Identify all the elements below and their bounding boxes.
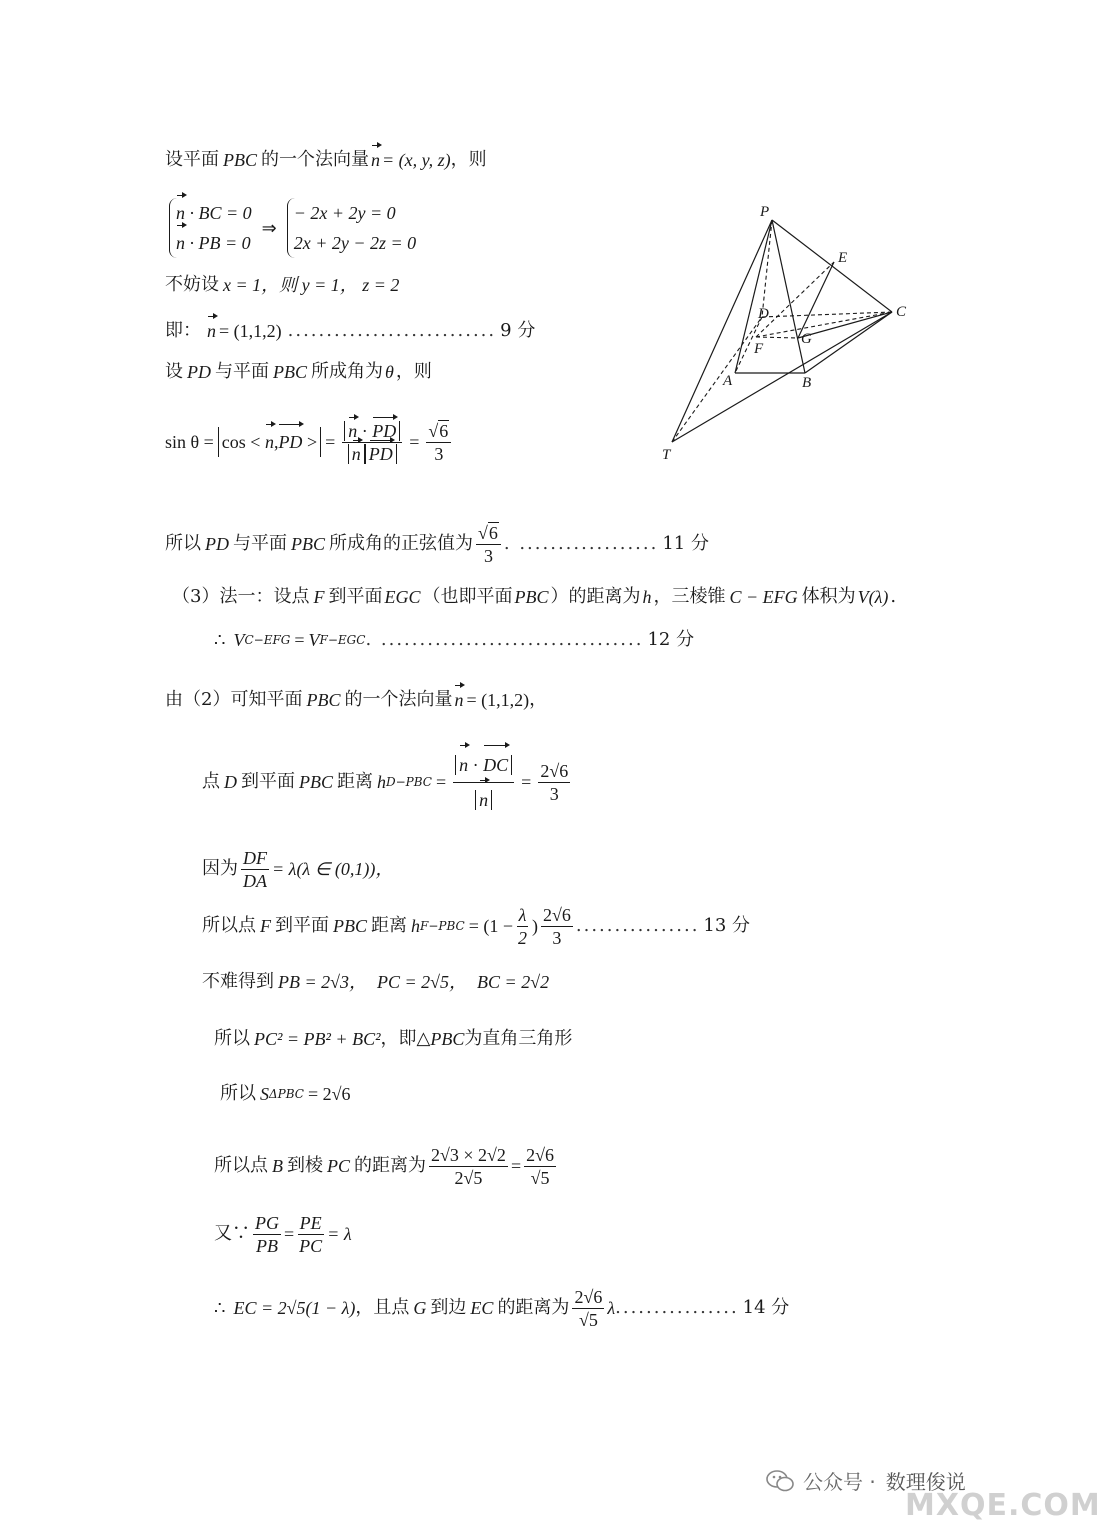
denominator: 3	[549, 783, 559, 804]
radicand: 6	[439, 420, 449, 441]
theta: θ	[385, 362, 394, 382]
length-pb: PB = 2√3，	[278, 972, 368, 992]
text: （也即平面	[422, 586, 513, 607]
vector-pd: PD	[372, 420, 397, 441]
label-e: E	[838, 250, 848, 266]
lambda: λ	[607, 1298, 616, 1318]
edge-bc	[805, 312, 892, 373]
text: 不难得到	[202, 971, 274, 992]
dot-leader: ................	[575, 915, 700, 936]
eq-n-bc: · BC = 0	[189, 203, 252, 223]
text: ，即△	[380, 1028, 431, 1049]
score-label: 11 分	[662, 533, 709, 554]
line-pd: PD	[187, 362, 211, 382]
text: 的一个法向量	[344, 689, 453, 710]
area-value: = 2√6	[307, 1084, 351, 1104]
score-label: 9 分	[500, 320, 536, 341]
edge-pb	[772, 220, 805, 373]
distance-d-to-pbc: 点 D 到平面 PBC 距离 h D−PBC = $\frac{n \cdot DC}{n}$ = $\frac{2√6}{3}$	[202, 744, 573, 820]
label-f: F	[754, 341, 764, 357]
denominator: 2√5	[454, 1167, 483, 1188]
label-b: B	[802, 375, 812, 391]
label-p: P	[760, 204, 770, 220]
cos-fraction: $\frac{n \cdot PD}{\text{n PD}}$	[342, 420, 402, 465]
line-pd: PD	[205, 534, 229, 554]
vector-pd: PD	[278, 427, 302, 457]
vector-n: n	[371, 150, 380, 170]
distance-expression	[429, 1144, 508, 1189]
sin-theta-lhs: sin θ =	[165, 432, 214, 452]
angle-close: >	[306, 432, 318, 452]
distance-result	[538, 760, 570, 805]
account-name: 数理俊说	[885, 1470, 966, 1494]
text: 所成角为	[311, 361, 383, 382]
text: 到平面	[275, 915, 329, 936]
numerator: λ	[518, 904, 527, 925]
close-paren: )	[531, 916, 538, 936]
right-triangle	[214, 1027, 572, 1051]
denominator: √5	[578, 1309, 598, 1330]
plane-pbc: PBC	[333, 916, 367, 936]
text: 又∵	[214, 1223, 250, 1244]
numerator: 2√6	[540, 760, 569, 781]
pg-over-pb	[253, 1212, 281, 1257]
label-a: A	[723, 373, 733, 389]
vector-pd: PD	[368, 443, 393, 464]
text: 设平面	[165, 149, 219, 170]
text: 距离	[337, 771, 373, 792]
cos-label: cos <	[221, 432, 261, 452]
edge-tc	[672, 312, 892, 442]
text: 所以	[214, 1028, 250, 1049]
text: ，三棱锥	[653, 586, 726, 607]
g-distance	[572, 1286, 604, 1331]
h: h	[377, 772, 386, 792]
denominator: 3	[434, 443, 444, 464]
text: 到棱	[287, 1155, 323, 1176]
text: 所以点	[202, 915, 256, 936]
df-over-da	[241, 847, 269, 892]
part3-method1	[172, 585, 896, 609]
volume: V	[233, 630, 245, 650]
dot-leader: ...........................	[287, 320, 497, 341]
plane-pbc: PBC	[306, 690, 341, 710]
vector-n: n	[454, 690, 464, 710]
sine-value-statement	[165, 518, 709, 570]
plane-pbc: PBC	[273, 362, 307, 382]
label-d: D	[758, 306, 769, 322]
denominator: √5	[530, 1167, 550, 1188]
distance-b-to-pc: 所以点 B 到棱 PC 的距离为 $\frac{2√3 \times 2√2}{2√5}$ = $\frac{2√6}{√5}$	[214, 1144, 554, 1188]
text: 所以	[220, 1083, 256, 1104]
equals: =	[294, 630, 305, 650]
wechat-icon	[765, 1468, 795, 1494]
text: 即：	[165, 320, 201, 341]
angle-setup	[165, 360, 432, 384]
ratio-df-da	[202, 843, 393, 895]
site-watermark: MXQE.COM	[905, 1488, 1101, 1523]
text: ）的距离为	[550, 586, 641, 607]
abs-cos: cos < n,PD >	[218, 427, 321, 457]
subscript: ΔPBC	[269, 1087, 304, 1101]
normal-vector-setup	[165, 148, 487, 172]
numerator: 2√6	[542, 904, 571, 925]
lambda-range: = λ(λ ∈ (0,1))，	[272, 859, 394, 879]
score-label: 14 分	[742, 1297, 790, 1318]
sin-result: √ 6 3	[426, 420, 451, 465]
label-t: T	[662, 447, 671, 463]
pythagoras: PC² = PB² + BC²	[254, 1029, 381, 1049]
ratio-pg-pe: 又∵ $\frac{PG}{PB}$ = $\frac{PE}{PC}$ = λ	[214, 1212, 352, 1256]
distance-simplified	[524, 1144, 556, 1189]
eq-2: 2x + 2y − 2z = 0	[293, 233, 417, 253]
text: 设	[165, 361, 183, 382]
wechat-label: 公众号 ·	[803, 1470, 876, 1494]
text: 所以	[165, 533, 201, 554]
subscript: F−PBC	[420, 919, 465, 933]
text: （3）法一：设点	[172, 586, 310, 607]
length-pc: PC = 2√5，	[377, 972, 468, 992]
length-bc: BC = 2√2	[477, 972, 550, 992]
vector-components: = (x, y, z)	[382, 150, 451, 170]
text: 距离	[371, 915, 407, 936]
segment-fg	[756, 337, 798, 338]
point-f: F	[313, 587, 325, 607]
point-d: D	[224, 772, 237, 792]
denominator: PB	[256, 1235, 278, 1256]
denominator: DA	[243, 870, 267, 891]
vector-n: n	[207, 321, 216, 341]
volume: V	[308, 630, 320, 650]
score-label: 13 分	[703, 915, 751, 936]
text: ，	[529, 689, 548, 710]
dot-leader: . ..................................	[365, 629, 644, 650]
segment-gc	[798, 312, 892, 338]
therefore: ∴	[214, 1298, 226, 1318]
point-g: G	[413, 1298, 427, 1318]
text: ，则	[395, 361, 432, 382]
score-label: 12 分	[647, 629, 695, 650]
recall-normal	[165, 688, 547, 712]
eq-n-pb: · PB = 0	[189, 233, 251, 253]
plane-pbc: PBC	[223, 150, 257, 170]
distance-fraction: $\frac{n \cdot DC}{n}$	[453, 748, 514, 817]
numerator: PE	[299, 1212, 322, 1233]
plane-pbc: PBC	[291, 534, 325, 554]
text: 点	[202, 771, 220, 792]
pyramid-cefg: C − EFG	[729, 587, 798, 607]
text: ，则	[450, 149, 487, 170]
edge-td	[672, 317, 762, 442]
volume-equality	[214, 628, 694, 652]
triangle-pbc: PBC	[430, 1029, 465, 1049]
values-xyz: x = 1，则 y = 1， z = 2	[223, 275, 400, 295]
eq-1: − 2x + 2y = 0	[293, 203, 396, 223]
edge-pc: PC	[327, 1156, 351, 1176]
edge-pd	[762, 220, 772, 317]
text: .	[890, 586, 897, 607]
two-root6-over3	[541, 904, 573, 949]
area-pbc	[220, 1082, 351, 1106]
edge-lengths	[202, 970, 549, 994]
pe-over-pc	[297, 1212, 324, 1257]
point-f: F	[260, 916, 271, 936]
text: 体积为	[801, 586, 856, 607]
text: 到平面	[328, 586, 383, 607]
implies-arrow: ⇒	[261, 218, 277, 238]
vector-value: = (1,1,2)	[466, 690, 530, 710]
therefore: ∴	[214, 630, 226, 650]
edge-ec: EC	[470, 1298, 494, 1318]
subscript: F−EGC	[319, 633, 366, 647]
text: 不妨设	[165, 274, 219, 295]
radicand: 6	[488, 522, 498, 543]
numerator: DF	[243, 847, 267, 868]
numerator: 2√6	[574, 1286, 603, 1307]
equals-lambda: = λ	[327, 1224, 352, 1244]
plane-egc: EGC	[384, 587, 421, 607]
h: h	[411, 916, 420, 936]
ec-and-distance	[214, 1282, 789, 1334]
subscript: D−PBC	[386, 775, 432, 789]
text: 所以点	[214, 1155, 268, 1176]
text: 的距离为	[497, 1297, 570, 1318]
edge-pt	[672, 220, 772, 442]
volume-v: V(λ)	[857, 587, 889, 607]
text: 与平面	[233, 533, 287, 554]
denominator: 3	[483, 545, 493, 566]
text: 的一个法向量	[261, 149, 369, 170]
h: h	[642, 587, 652, 607]
text: ，且点	[355, 1297, 410, 1318]
lambda-half	[516, 904, 529, 949]
text: 为直角三角形	[464, 1028, 573, 1049]
right-brace-system	[287, 198, 416, 258]
assume-x	[165, 273, 399, 297]
text: 与平面	[215, 361, 269, 382]
plane-pbc: PBC	[299, 772, 333, 792]
numerator: 2√6	[526, 1144, 554, 1165]
vector-dc: DC	[483, 748, 508, 782]
length-ec: EC = 2√5(1 − λ)	[233, 1298, 356, 1318]
plane-pbc: PBC	[514, 587, 549, 607]
numerator: 2√3 × 2√2	[431, 1144, 506, 1165]
text: 到平面	[241, 771, 295, 792]
equals-open: = (1 −	[468, 916, 513, 936]
label-g: G	[801, 331, 812, 347]
distance-f-to-pbc	[202, 900, 750, 952]
dot-leader: . ..................	[503, 533, 659, 554]
denominator: PC	[299, 1235, 323, 1256]
left-brace-system: n · BC = 0 n · PB = 0	[169, 198, 252, 258]
segment-eg	[798, 262, 834, 338]
text: 的距离为	[354, 1155, 427, 1176]
denominator: 3	[552, 927, 562, 948]
subscript: C−EFG	[244, 633, 291, 647]
label-c: C	[896, 304, 907, 320]
point-b: B	[272, 1156, 283, 1176]
text: 由（2）可知平面	[165, 689, 303, 710]
text: 因为	[202, 858, 238, 879]
sin-theta-formula: sin θ = cos < n,PD > = $\frac{n \cdot PD}{\text{n PD}}$ = √ 6 3	[165, 410, 454, 474]
text: 到边	[430, 1297, 467, 1318]
dot-leader: ................	[615, 1297, 739, 1318]
area-s: S	[260, 1084, 269, 1104]
denominator: 2	[517, 927, 527, 948]
text: 所成角的正弦值为	[329, 533, 473, 554]
pyramid-figure	[650, 195, 920, 470]
normal-vector-result	[165, 319, 535, 343]
vector-value: = (1,1,2)	[219, 321, 282, 341]
sine-fraction: √ 6 3	[476, 522, 501, 567]
numerator: PG	[255, 1212, 279, 1233]
equation-system	[165, 198, 420, 258]
